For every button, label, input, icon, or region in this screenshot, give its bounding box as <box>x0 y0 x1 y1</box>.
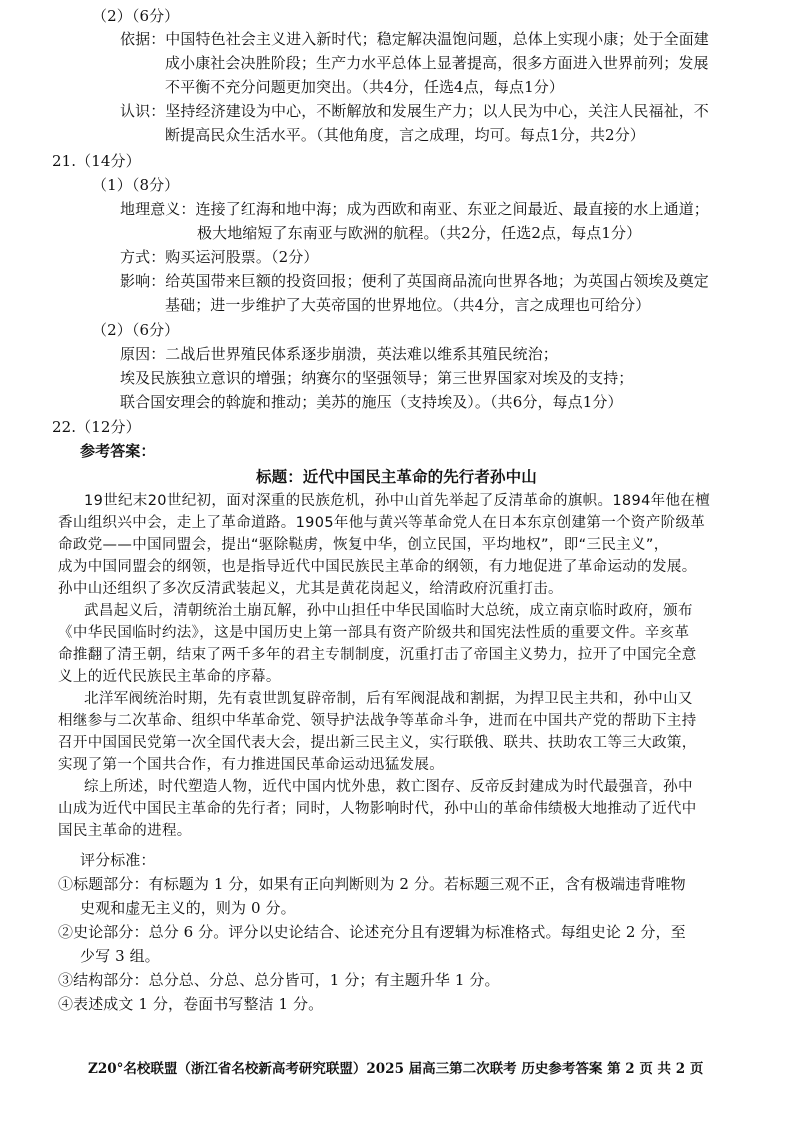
essay-line: 义上的近代民族民主革命的序幕。 <box>58 669 281 685</box>
essay-line: 命政党——中国同盟会，提出“驱除鞑虏，恢复中华，创立民国，平均地权”，即“三民主义”， <box>58 537 669 553</box>
criteria-line: ④表述成文 1 分，卷面书写整洁 1 分。 <box>58 995 324 1013</box>
essay-line: 命推翻了清王朝，结束了两千多年的君主专制制度，沉重打击了帝国主义势力，拉开了中国完全意 <box>58 647 697 663</box>
essay-line: 19世纪末20世纪初，面对深重的民族危机，孙中山首先举起了反清革命的旗帜。1894年他在檀 <box>84 493 711 509</box>
essay-line: 孙中山还组织了多次反清武装起义，尤其是黄花岗起义，给清政府沉重打击。 <box>58 581 563 597</box>
q20-basis-line: 依据：中国特色社会主义进入新时代；稳定解决温饱问题，总体上实现小康；处于全面建 <box>120 30 709 48</box>
essay-line: 武昌起义后，清朝统治土崩瓦解，孙中山担任中华民国临时大总统，成立南京临时政府，颁布 <box>84 603 693 619</box>
essay-line: 国民主革命的进程。 <box>58 823 192 839</box>
essay-line: 相继参与二次革命、组织中华革命党、领导护法战争等革命斗争，进而在中国共产党的帮助下主持 <box>58 713 697 729</box>
essay-line: 召开中国国民党第一次全国代表大会，提出新三民主义，实行联俄、联共、扶助农工等三大政策， <box>58 735 697 751</box>
grading-criteria-label: 评分标准： <box>80 851 156 869</box>
criteria-line: ③结构部分：总分总、分总、总分皆可，1 分；有主题升华 1 分。 <box>58 971 500 989</box>
q20-understanding-line: 断提高民众生活水平。（其他角度，言之成理，均可。每点1分，共2分） <box>165 126 645 144</box>
q20-part2-heading: （2）（6分） <box>92 7 180 25</box>
q21-impact-line: 影响：给英国带来巨额的投资回报；便利了英国商品流向世界各地；为英国占领埃及奠定 <box>120 272 709 290</box>
essay-line: 成为中国同盟会的纲领，也是指导近代中国民族民主革命的纲领，有力地促进了革命运动的发展。 <box>58 559 697 575</box>
page-footer: Z20°名校联盟（浙江省名校新高考研究联盟）2025 届高三第二次联考 历史参考答案 第 2 页 共 2 页 <box>88 1061 704 1077</box>
q20-basis-line: 成小康社会决胜阶段；生产力水平总体上显著提高，很多方面进入世界前列；发展 <box>165 54 709 72</box>
q21-impact-line: 基础；进一步维护了大英帝国的世界地位。（共4分，言之成理也可给分） <box>165 296 651 314</box>
criteria-line: ②史论部分：总分 6 分。评分以史论结合、论述充分且有逻辑为标准格式。每组史论 2 分，至 <box>58 923 686 941</box>
q21-reason-line: 原因：二战后世界殖民体系逐步崩溃，英法难以维系其殖民统治； <box>120 345 558 363</box>
essay-line: 北洋军阀统治时期，先有袁世凯复辟帝制，后有军阀混战和割据，为捍卫民主共和，孙中山又 <box>84 691 693 707</box>
reference-answer-label: 参考答案： <box>80 442 156 460</box>
criteria-line: 史观和虚无主义的，则为 0 分。 <box>80 899 296 917</box>
essay-line: 《中华民国临时约法》，这是中国历史上第一部具有资产阶级共和国宪法性质的重要文件。辛亥革 <box>58 625 690 641</box>
criteria-line: ①标题部分：有标题为 1 分，如果有正向判断则为 2 分。若标题三观不正，含有极端违背唯物 <box>58 875 686 893</box>
q21-significance-line: 极大地缩短了东南亚与欧洲的航程。（共2分，任选2点，每点1分） <box>197 224 642 242</box>
q22-heading: 22.（12分） <box>52 418 141 436</box>
essay-line: 实现了第一个国共合作，有力推进国民革命运动迅猛发展。 <box>58 757 445 773</box>
q20-understanding-line: 认识：坚持经济建设为中心，不断解放和发展生产力；以人民为中心，关注人民福祉，不 <box>120 102 709 120</box>
q21-heading: 21.（14分） <box>52 152 141 170</box>
essay-title: 标题：近代中国民主革命的先行者孙中山 <box>256 468 537 486</box>
essay-line: 综上所述，时代塑造人物，近代中国内忧外患，救亡图存、反帝反封建成为时代最强音，孙中 <box>84 779 693 795</box>
q21-part1-heading: （1）（8分） <box>92 176 180 194</box>
criteria-line: 少写 3 组。 <box>80 947 160 965</box>
essay-line: 山成为近代中国民主革命的先行者；同时，人物影响时代，孙中山的革命伟绩极大地推动了近代中 <box>58 801 697 817</box>
q21-significance-line: 地理意义：连接了红海和地中海；成为西欧和南亚、东亚之间最近、最直接的水上通道； <box>120 200 709 218</box>
q20-basis-line: 不平衡不充分问题更加突出。（共4分，任选4点，每点1分） <box>165 78 564 96</box>
essay-line: 香山组织兴中会，走上了革命道路。1905年他与黄兴等革命党人在日本东京创建第一个资产阶级革 <box>58 515 706 531</box>
q21-method: 方式：购买运河股票。（2分） <box>120 248 319 266</box>
q21-reason-line: 联合国安理会的斡旋和推动；美苏的施压（支持埃及）。（共6分，每点1分） <box>120 393 623 411</box>
q21-reason-line: 埃及民族独立意识的增强；纳赛尔的坚强领导；第三世界国家对埃及的支持； <box>120 369 634 387</box>
q21-part2-heading: （2）（6分） <box>92 321 180 339</box>
